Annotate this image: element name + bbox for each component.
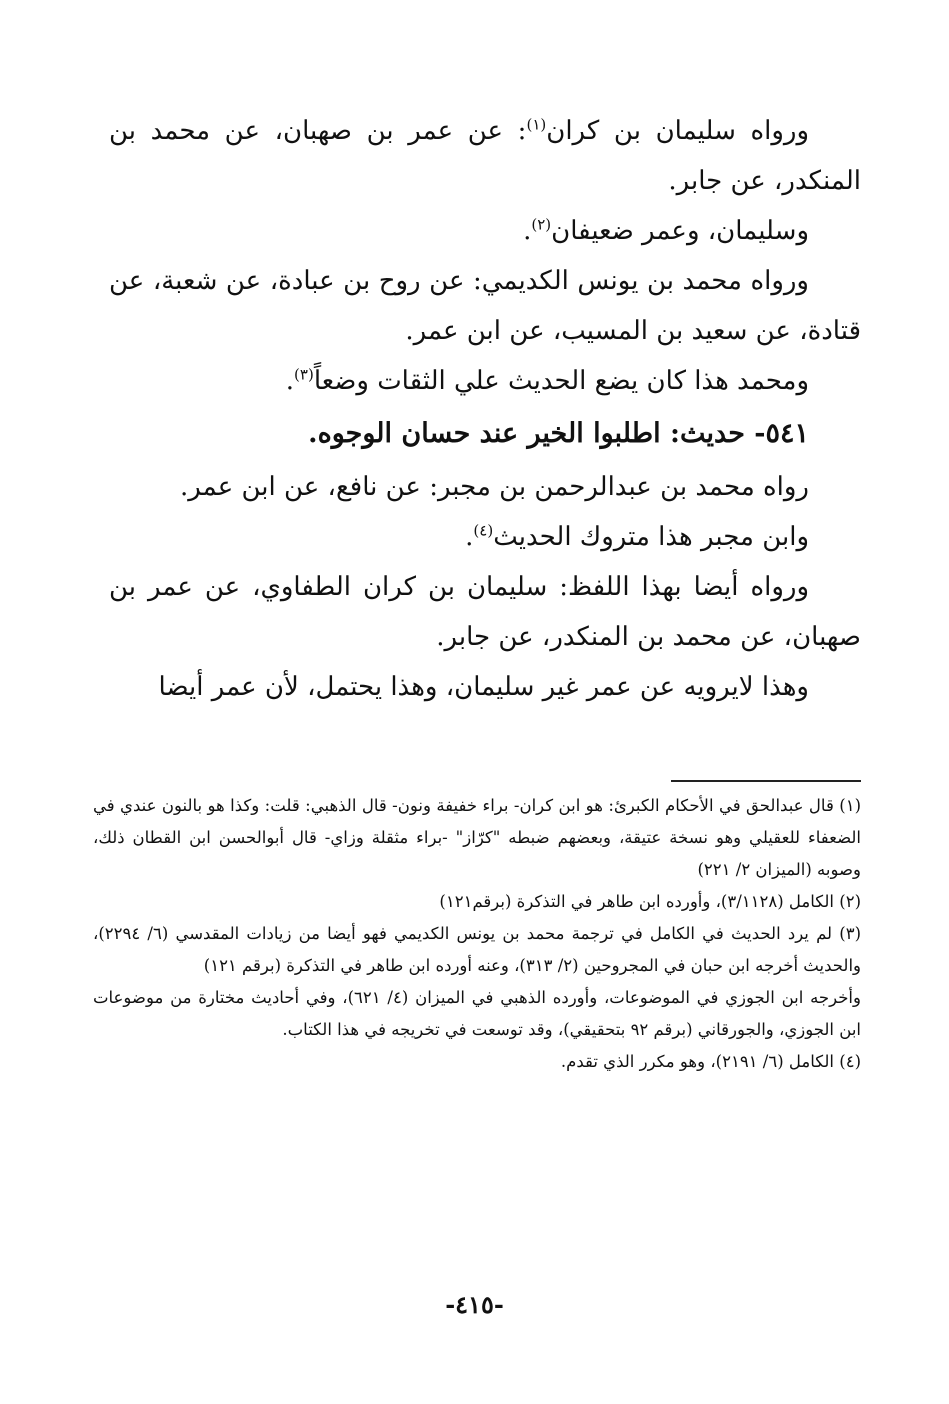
page-number: -٤١٥- (445, 1290, 504, 1319)
footnote-1: (١) قال عبدالحق في الأحكام الكبرئ: هو ابن كران- براء خفيفة ونون- قال الذهبي: قلت: وكذا هو بالنون عندي في الضعفاء للعقيلي وهو نسخة عتيقة، وبعضهم ضبطه "كرّاز" -براء مثقلة وزاي- قال أبوالحسن ابن القطان ذلك، وصوبه (الميزان ٢/ ٢٢١) (93, 796, 861, 879)
footnote-2: (٢) الكامل (٣/١١٢٨)، وأورده ابن طاهر في التذكرة (برقم١٢١) (439, 892, 861, 911)
paragraph-7-text: ورواه أيضا بهذا اللفظ: سليمان بن كران الطفاوي، عن عمر بن صهبان، عن محمد بن المنكدر، عن جابر. (109, 572, 861, 652)
footnote-4: (٤) الكامل (٦/ ٢١٩١)، وهو مكرر الذي تقدم. (560, 1052, 861, 1071)
paragraph-1-text-cont: : عن عمر بن صهبان، عن محمد بن المنكدر، عن جابر. (109, 116, 861, 196)
paragraph-3-text: ورواه محمد بن يونس الكديمي: عن روح بن عبادة، عن شعبة، عن قتادة، عن سعيد بن المسيب، عن ابن عمر. (109, 266, 861, 346)
footnote-ref-4: (٤) (473, 521, 494, 540)
paragraph-7 (109, 562, 861, 662)
paragraph-8-text: وهذا لايرويه عن عمر غير سليمان، وهذا يحتمل، لأن عمر أيضا (158, 672, 809, 702)
paragraph-3 (109, 256, 861, 356)
paragraph-5 (109, 462, 861, 512)
main-text (109, 106, 861, 712)
paragraph-1 (109, 106, 861, 206)
paragraph-4-text: ومحمد هذا كان يضع الحديث علي الثقات وضعاً (313, 366, 809, 396)
hadith-heading: ٥٤١- حديث: اطلبوا الخير عند حسان الوجوه. (308, 418, 809, 449)
paragraph-1-text: ورواه سليمان بن كران (546, 116, 809, 146)
paragraph-2 (109, 206, 861, 256)
paragraph-4 (109, 356, 861, 406)
paragraph-2-text: وسليمان، وعمر ضعيفان (551, 216, 809, 246)
paragraph-6 (109, 512, 861, 562)
paragraph-5-text: رواه محمد بن عبدالرحمن بن مجبر: عن نافع، عن ابن عمر. (180, 472, 809, 502)
footnote-3-continued: وأخرجه ابن الجوزي في الموضوعات، وأورده الذهبي في الميزان (٤/ ٦٢١)، وفي أحاديث مختارة من موضوعات ابن الجوزي، والجورقاني (برقم ٩٢ بتحقيقي)، وقد توسعت في تخريجه في هذا الكتاب. (93, 988, 861, 1039)
paragraph-4-text-cont: . (285, 366, 295, 396)
footnote-ref-2: (٢) (531, 215, 552, 234)
paragraph-2-text-cont: . (523, 216, 532, 246)
paragraph-6-text-cont: . (465, 522, 474, 552)
footnote-ref-1: (١) (526, 115, 547, 134)
footnotes (93, 790, 861, 1078)
footnote-3: (٣) لم يرد الحديث في الكامل في ترجمة محمد بن يونس الكديمي فهو أيضا من زيادات المقدسي (٦/ ٢٢٩٤)، والحديث أخرجه ابن حبان في المجروحين (٢/ ٣١٣)، وعنه أورده ابن طاهر في التذكرة (برقم ١٢١) (93, 924, 862, 975)
paragraph-8 (109, 662, 861, 712)
footnote-ref-3: (٣) (294, 365, 314, 384)
paragraph-6-text: وابن مجبر هذا متروك الحديث (493, 522, 809, 552)
footnote-divider (671, 780, 861, 782)
